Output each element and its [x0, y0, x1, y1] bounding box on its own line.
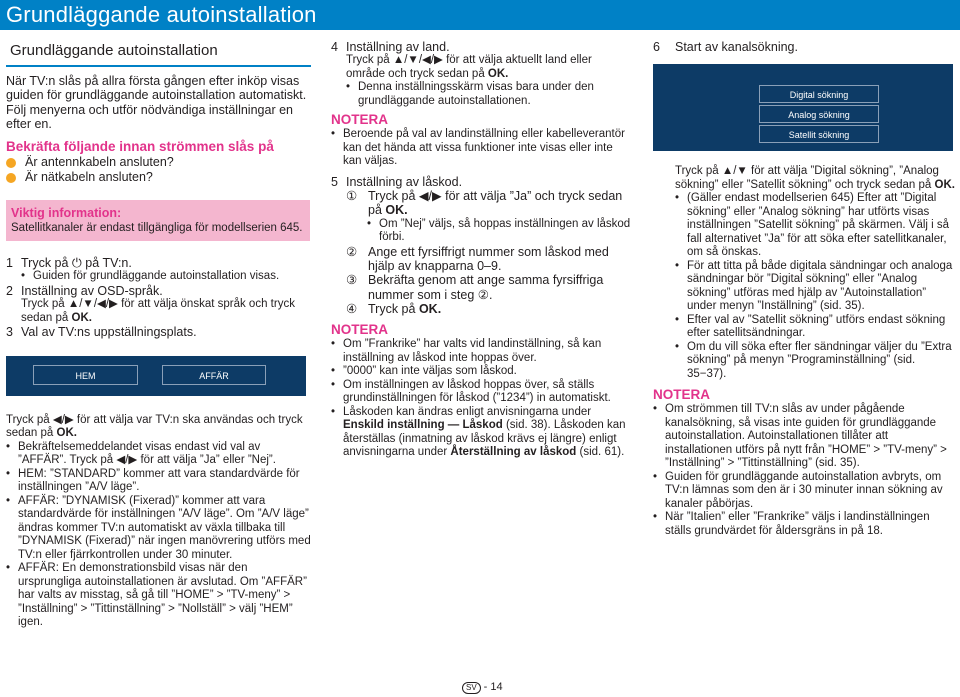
- bullet-icon: •: [346, 81, 351, 94]
- bullet-item: [331, 406, 631, 460]
- page-header: [0, 0, 960, 30]
- step-number: 1: [6, 256, 13, 271]
- bullet-text: HEM: ”STANDARD” kommer att vara standardvärde för inställningen ”A/V läge”.: [18, 467, 300, 494]
- substep-text: Bekräfta genom att ange samma fyrsiffriga nummer som i steg ②.: [368, 273, 604, 302]
- step-1: [6, 256, 311, 270]
- bullet-icon: •: [675, 340, 680, 353]
- step-detail-text: Tryck på ◀/▶ för att välja var TV:n ska användas och tryck sedan på: [6, 413, 303, 440]
- substep-3: [331, 273, 631, 302]
- note-title: NOTERA: [331, 112, 388, 128]
- substep-2: [331, 245, 631, 274]
- substep-text: [368, 302, 441, 316]
- step-text: Inställning av låskod.: [346, 174, 463, 189]
- bullet-icon: •: [367, 217, 372, 230]
- bullet-item: [331, 81, 631, 108]
- bullet-item: [6, 495, 311, 563]
- bullet-text-part: (sid. 38). Låskoden kan återställas (inmatning av låskod krävs ej längre) enligt anvisningarna under: [343, 419, 626, 459]
- bullet-icon: •: [653, 511, 658, 524]
- bullet-text: Om ”Nej” väljs, så hoppas inställningen av låskod förbi.: [379, 217, 631, 244]
- section-header: [6, 41, 311, 67]
- menu-option-store[interactable]: AFFÄR: [162, 365, 266, 385]
- bullet-text: ”0000” kan inte väljas som låskod.: [343, 365, 517, 378]
- bullet-item: [653, 192, 955, 260]
- important-text: Satellitkanaler är endast tillgängliga för modellserien 645.: [11, 222, 303, 235]
- substep-text-part: Tryck på: [368, 301, 419, 316]
- bullet-item: [6, 270, 311, 284]
- step-number: 4: [331, 40, 338, 54]
- page-title: Grundläggande autoinstallation: [6, 2, 317, 27]
- ok-key: OK.: [418, 301, 442, 316]
- page-footer: [462, 681, 503, 694]
- check-title: Bekräfta följande innan strömmen slås på: [6, 139, 274, 155]
- bullet-item: [331, 365, 631, 379]
- bullet-icon: •: [331, 365, 336, 378]
- bullet-text: Om ”Frankrike” har valts vid landinställning, så kan inställning av låskod inte hoppas över.: [343, 338, 602, 364]
- important-box: [6, 200, 310, 241]
- bullet-text-part: (sid. 61).: [576, 446, 625, 459]
- bullet-item: [653, 314, 955, 341]
- step-detail-text: Tryck på ▲/▼/◀/▶ för att välja önskat språk och tryck sedan på: [21, 298, 295, 324]
- step-number: 3: [6, 325, 13, 340]
- menu-option-satellite[interactable]: Satellit sökning: [759, 125, 879, 143]
- bullet-text: AFFÄR: En demonstrationsbild visas när den ursprungliga autoinstallationen är avslutad. Om ”AFFÄR” har valts av misstag, så gå till ”HOME” > ”TV-meny” > ”Inställning” > ”Tittinställning” > ”Nollställ” > välj ”HEM” igen.: [18, 562, 307, 629]
- orange-dot-icon: [6, 173, 16, 183]
- step-6: [653, 40, 955, 54]
- step-detail: [6, 298, 311, 325]
- step-text: Inställning av land.: [346, 40, 450, 54]
- bullet-text: När ”Italien” eller ”Frankrike” väljs i landinställningen ställs grundvärdet för åldersgräns in på 18.: [665, 511, 930, 537]
- section-title: Grundläggande autoinstallation: [10, 42, 218, 59]
- step-2: [6, 284, 311, 298]
- check-label: Är nätkabeln ansluten?: [25, 170, 153, 185]
- page-number: - 14: [483, 681, 503, 693]
- check-item: [6, 170, 311, 185]
- check-item: [6, 155, 311, 170]
- circle-number: ③: [346, 273, 358, 288]
- menu-option-analog[interactable]: Analog sökning: [759, 105, 879, 123]
- ok-key: OK.: [487, 67, 509, 80]
- column-2: [331, 40, 631, 460]
- step-detail-text: Tryck på ▲/▼ för att välja ”Digital sökning”, ”Analog sökning” eller ”Satellit sökning” och tryck sedan på: [675, 165, 939, 191]
- substep-text-part: Tryck på ◀/▶ för att välja ”Ja” och tryck sedan på: [368, 189, 623, 218]
- step-5: [331, 175, 631, 189]
- note-title: NOTERA: [653, 387, 710, 403]
- bullet-item: [653, 260, 955, 314]
- bullet-text: Bekräftelsemeddelandet visas endast vid val av ”AFFÄR”. Tryck på ◀/▶ för att välja ”Ja” eller ”Nej”.: [18, 440, 276, 467]
- bullet-text: Om strömmen till TV:n slås av under pågående kanalsökning, så visas inte guiden för grundläggande autoinstallation. Autoinstallationen tillåter att installationen utförs på nytt från ”HOME” > ”TV-meny” > ”Inställning” > ”Tittinställning” (sid. 35).: [665, 403, 947, 470]
- bullet-text: Beroende på val av landinställning eller kabelleverantör kan det hända att vissa funktioner inte visas eller inte kan väljas.: [343, 128, 625, 168]
- bullet-item: [653, 471, 955, 512]
- bullet-text: Guiden för grundläggande autoinstallation avbryts, om TV:n lämnas som den är i 30 minuter innan sökning av kanaler påbörjas.: [665, 470, 943, 510]
- circle-number: ②: [346, 244, 358, 259]
- step-detail: [331, 54, 631, 81]
- bullet-text: Om inställningen av låskod hoppas över, så ställs grundinställningen för låskod (”1234”) in automatiskt.: [343, 378, 611, 405]
- bullet-text: Denna inställningsskärm visas bara under den grundläggande autoinstallationen.: [358, 81, 594, 107]
- bullet-text: För att titta på både digitala sändningar och analoga sändningar bör ”Digital sökning” eller ”Analog sökning” utföras med hjälp av ”Autoinstallation” under menyn ”Inställning” (sid. 35).: [687, 259, 953, 313]
- bullet-icon: •: [653, 403, 658, 416]
- bullet-item: [653, 403, 955, 471]
- step-number: 6: [653, 40, 660, 54]
- column-1: [6, 40, 311, 630]
- check-label: Är antennkabeln ansluten?: [25, 155, 174, 170]
- substep-4: [331, 302, 631, 316]
- circle-number: ①: [346, 189, 358, 204]
- bullet-text-bold: Återställning av låskod: [450, 446, 577, 459]
- bullet-item: [331, 379, 631, 406]
- bullet-text-part: Låskoden kan ändras enligt anvisningarna under: [343, 405, 592, 418]
- bullet-item: [653, 341, 955, 382]
- bullet-icon: •: [331, 338, 336, 351]
- ok-key: OK.: [56, 427, 77, 440]
- step-detail: [6, 414, 311, 441]
- bullet-icon: •: [331, 128, 336, 141]
- step-number: 5: [331, 174, 338, 189]
- bullet-icon: •: [331, 405, 336, 418]
- bullet-text-bold: Enskild inställning — Låskod: [343, 419, 503, 432]
- step-detail-text: Tryck på ▲/▼/◀/▶ för att välja aktuellt land eller område och tryck sedan på: [346, 54, 592, 80]
- bullet-icon: •: [21, 270, 26, 283]
- step-text: Inställning av OSD-språk.: [21, 283, 163, 298]
- intro-text: När TV:n slås på allra första gången efter inköp visas guiden för grundläggande autoinstallation automatiskt. Följ menyerna och utför nödvändiga inställningar en efter en.: [6, 74, 307, 131]
- bullet-icon: •: [675, 192, 680, 205]
- bullet-text: Om du vill söka efter fler sändningar väljer du ”Extra sökning” på menyn ”Programinställning” (sid. 35−37).: [687, 340, 952, 380]
- bullet-item: [331, 338, 631, 365]
- bullet-icon: •: [6, 494, 11, 507]
- bullet-icon: •: [675, 313, 680, 326]
- bullet-text: [343, 406, 631, 460]
- bullet-icon: •: [331, 378, 336, 391]
- step-4: [331, 40, 631, 54]
- substep-text: Ange ett fyrsiffrigt nummer som låskod med hjälp av knapparna 0–9.: [368, 244, 609, 273]
- bullet-icon: •: [6, 562, 11, 575]
- step-number: 2: [6, 283, 13, 298]
- ok-key: OK.: [385, 203, 408, 218]
- search-menu: [653, 64, 953, 151]
- column-3: [653, 40, 955, 538]
- step-3: [6, 325, 311, 339]
- bullet-item: [653, 511, 955, 538]
- bullet-text: (Gäller endast modellserien 645) Efter att ”Digital sökning” eller ”Analog sökning” har utförts visas inställningen ”Satellit sökning” på skärmen. Välj i så fall alternativet ”Ja” för att söka efter satellitkanaler, om så önskas.: [687, 192, 950, 259]
- bullet-item: [331, 128, 631, 169]
- language-badge: SV: [462, 682, 481, 694]
- bullet-text: AFFÄR: ”DYNAMISK (Fixerad)” kommer att vara standardvärde för inställningen ”A/V läge”. Om ”A/V läge” ändras kommer TV:n automatiskt av växla tillbaka till ”DYNAMISK (Fixerad)” när ingen manövrering utförs med TV:n eller fjärrkontrollen under 30 minuter.: [18, 494, 311, 561]
- bullet-item: [6, 468, 311, 495]
- circle-number: ④: [346, 301, 358, 316]
- step-text: Tryck på ⏻ på TV:n.: [21, 256, 132, 271]
- bullet-item: [6, 562, 311, 630]
- note-title: NOTERA: [331, 322, 388, 338]
- important-title: Viktig information:: [11, 206, 122, 221]
- bullet-text: Guiden för grundläggande autoinstallation visas.: [33, 270, 280, 283]
- bullet-item: [6, 441, 311, 468]
- step-detail: [653, 165, 955, 192]
- bullet-icon: •: [675, 259, 680, 272]
- bullet-icon: •: [653, 470, 658, 483]
- step-text: Start av kanalsökning.: [675, 40, 798, 54]
- substep-text: [368, 189, 631, 218]
- bullet-icon: •: [6, 440, 11, 453]
- bullet-icon: •: [6, 467, 11, 480]
- substep-1: [331, 189, 631, 218]
- bullet-item: [331, 218, 631, 245]
- bullet-text: Efter val av ”Satellit sökning” utförs endast sökning efter satellitsändningar.: [687, 313, 946, 340]
- menu-option-digital[interactable]: Digital sökning: [759, 85, 879, 103]
- ok-key: OK.: [71, 311, 92, 324]
- step-text: Val av TV:ns uppställningsplats.: [21, 325, 197, 340]
- location-menu: [6, 356, 306, 396]
- orange-dot-icon: [6, 158, 16, 168]
- ok-key: OK.: [934, 178, 955, 191]
- menu-option-home[interactable]: HEM: [33, 365, 138, 385]
